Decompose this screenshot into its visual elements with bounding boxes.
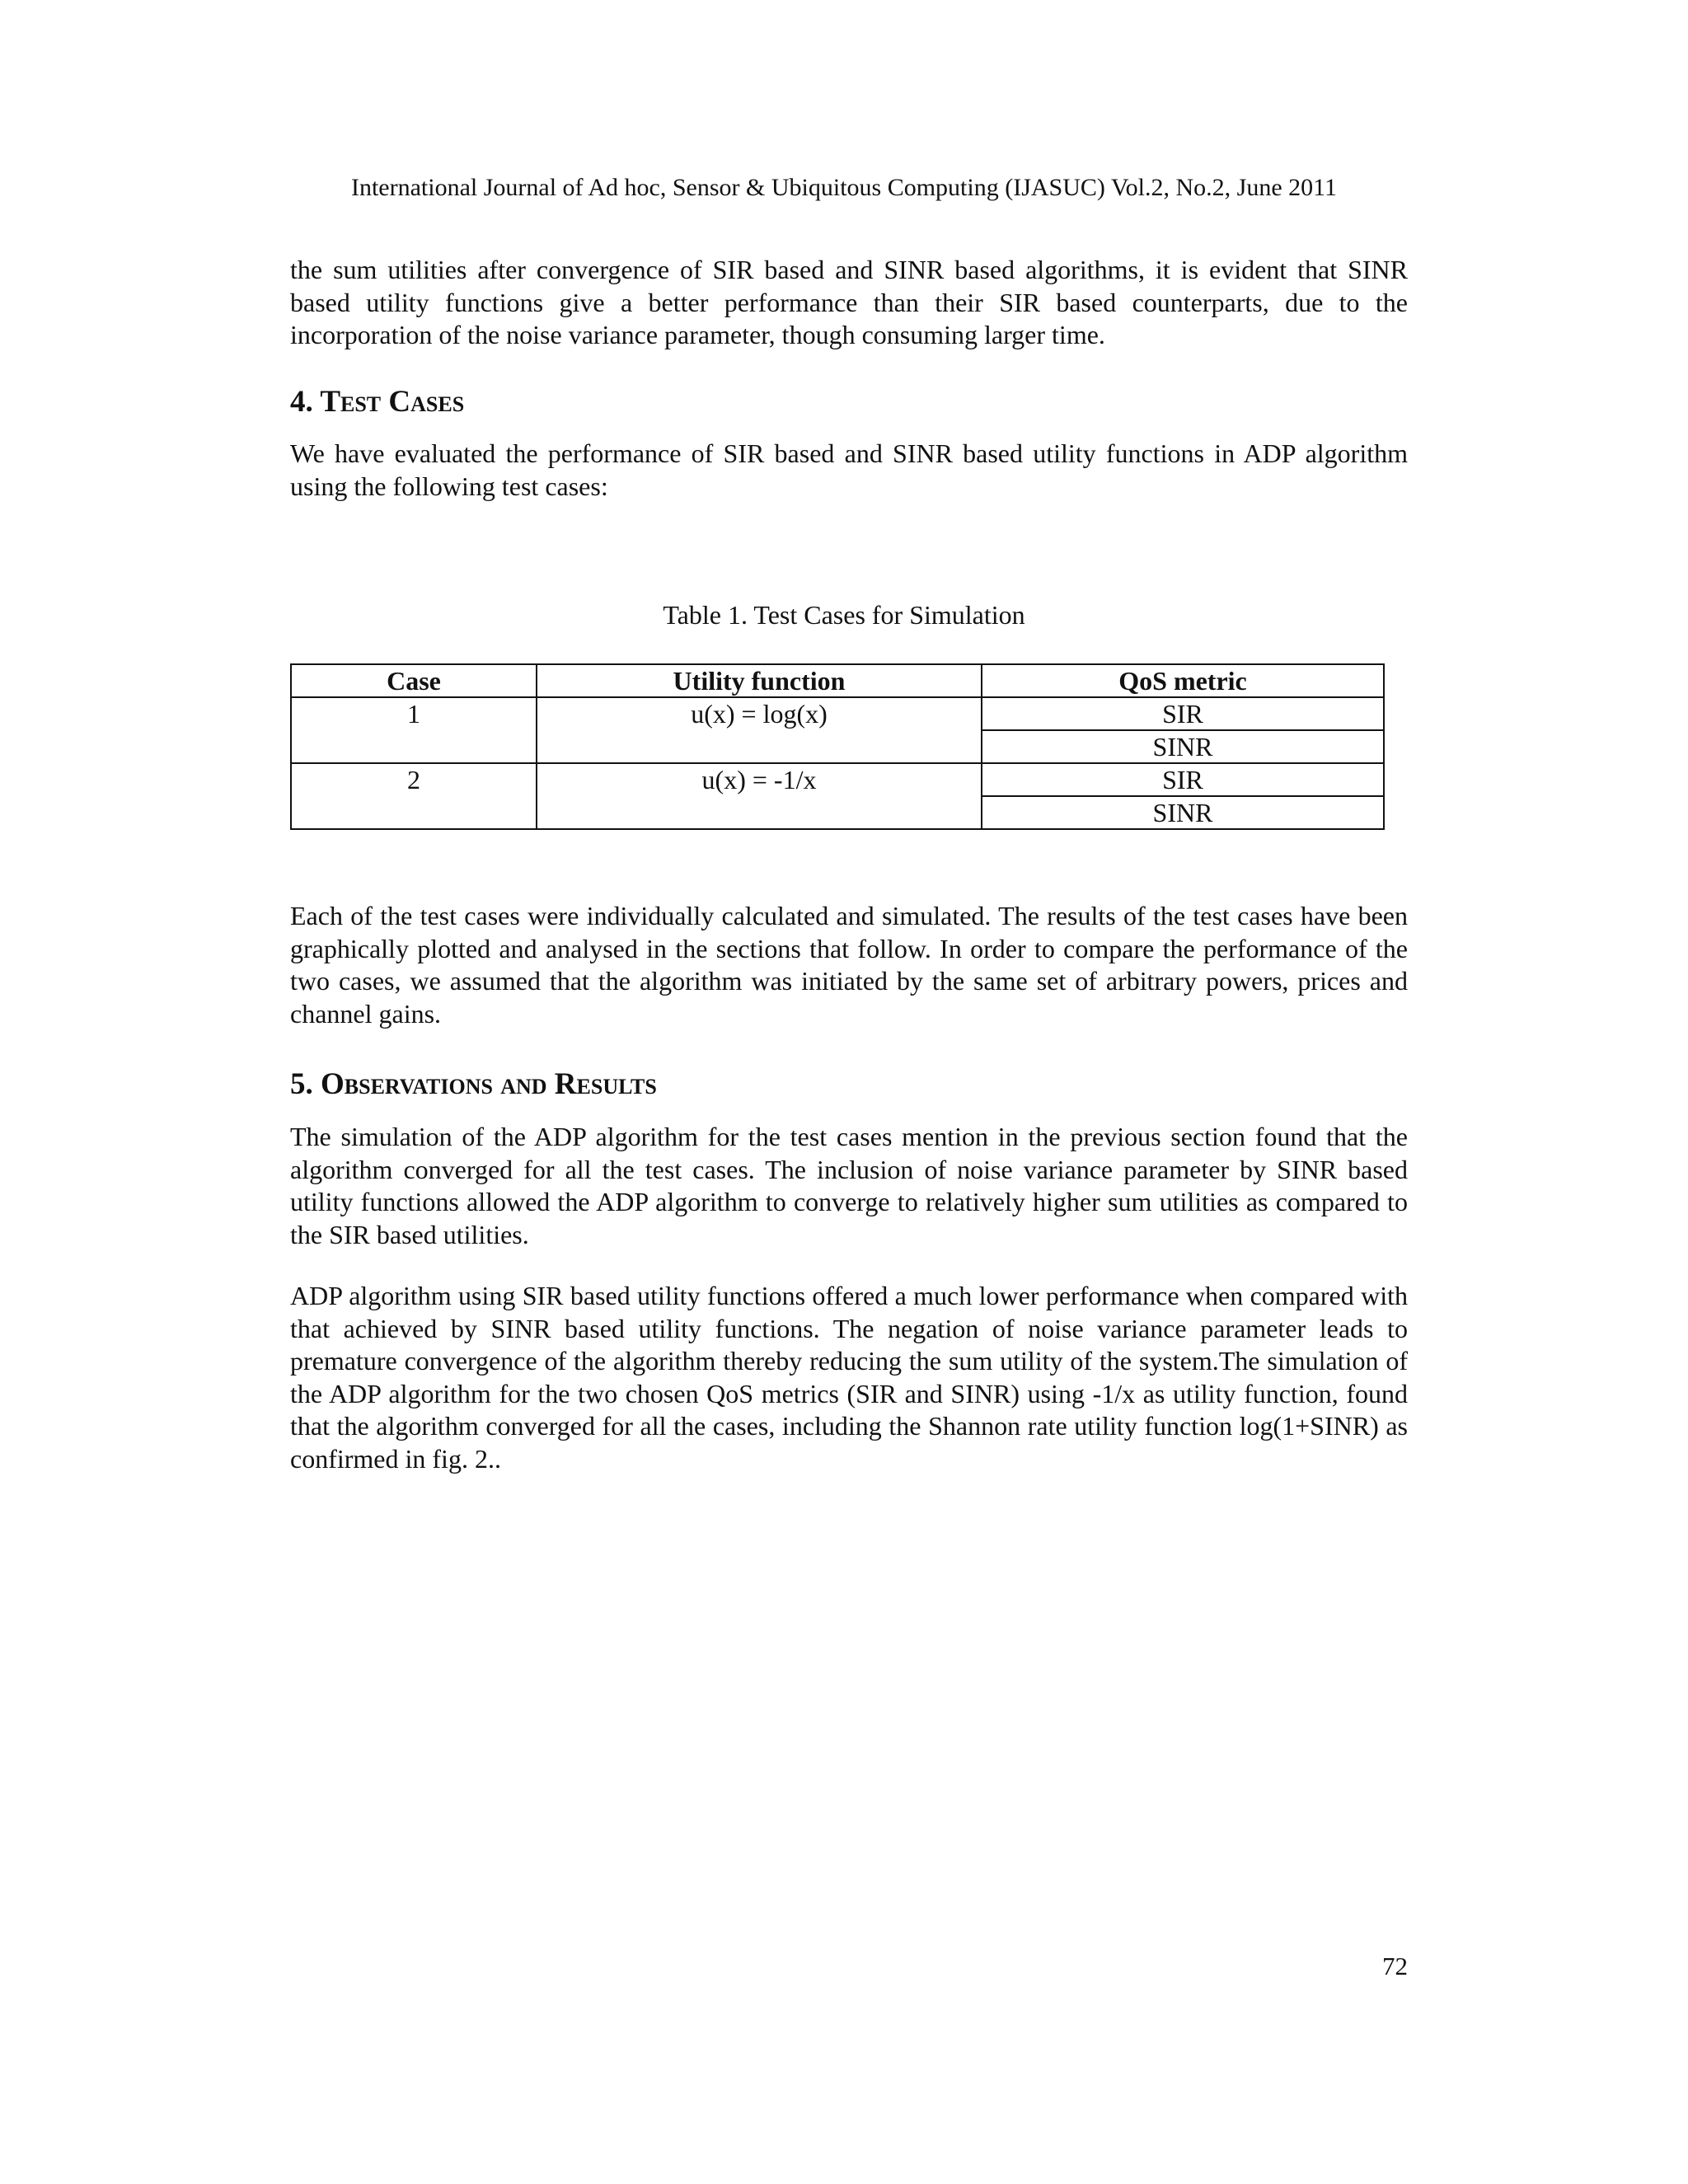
- intro-paragraph-block: [290, 254, 1408, 352]
- page-number: 72: [1382, 1952, 1408, 1980]
- table-caption: Table 1. Test Cases for Simulation: [663, 600, 1025, 630]
- case-cell: 1: [291, 697, 537, 763]
- post-table-paragraph-block: [290, 900, 1408, 1030]
- header-case: Case: [291, 664, 537, 697]
- post-table-paragraph: Each of the test cases were individually calculated and simulated. The results of the test cases have been graphically plotted and analysed in the sections that follow. In order to compare the performance of the two cases, we assumed that the algorithm was initiated by the same set of arbitrary powers, prices and channel gains.: [290, 901, 1408, 1029]
- intro-paragraph: the sum utilities after convergence of SIR based and SINR based algorithms, it is evident that SINR based utility functions give a better performance than their SIR based counterparts, due to the incorporation of the noise variance parameter, though consuming larger time.: [290, 255, 1408, 349]
- section-5-heading: 5. Observations and Results: [290, 1067, 657, 1101]
- table-row: [291, 763, 1384, 796]
- table-header-row: [291, 664, 1384, 697]
- section-4-paragraph: We have evaluated the performance of SIR based and SINR based utility functions in ADP algorithm using the following test cases:: [290, 438, 1408, 501]
- header-utility-function: Utility function: [537, 664, 982, 697]
- section-5: [290, 1066, 1408, 1103]
- section-4: [290, 384, 1408, 420]
- utility-cell: u(x) = -1/x: [537, 763, 982, 829]
- utility-cell: u(x) = log(x): [537, 697, 982, 763]
- section-5-body-2: [290, 1280, 1408, 1475]
- test-cases-table: [290, 663, 1385, 830]
- section-5-paragraph-2: ADP algorithm using SIR based utility functions offered a much lower performance when compared with that achieved by SINR based utility functions. The negation of noise variance parameter leads to premature convergence of the algorithm thereby reducing the sum utility of the system.The simulation of the ADP algorithm for the two chosen QoS metrics (SIR and SINR) using -1/x as utility function, found that the algorithm converged for all the cases, including the Shannon rate utility function log(1+SINR) as confirmed in fig. 2..: [290, 1281, 1408, 1474]
- qos-cell: SINR: [982, 796, 1384, 829]
- section-5-paragraph-1: The simulation of the ADP algorithm for the test cases mention in the previous section found that the algorithm converged for all the test cases. The inclusion of noise variance parameter by SINR based utility functions allowed the ADP algorithm to converge to relatively higher sum utilities as compared to the SIR based utilities.: [290, 1122, 1408, 1249]
- running-header: International Journal of Ad hoc, Sensor & Ubiquitous Computing (IJASUC) Vol.2, No.2, June 2011: [350, 174, 1338, 201]
- qos-cell: SIR: [982, 763, 1384, 796]
- section-4-body: [290, 438, 1408, 503]
- table-row: [291, 697, 1384, 730]
- qos-cell: SINR: [982, 730, 1384, 763]
- qos-cell: SIR: [982, 697, 1384, 730]
- section-5-body-1: [290, 1121, 1408, 1251]
- section-4-heading: 4. Test Cases: [290, 385, 465, 419]
- case-cell: 2: [291, 763, 537, 829]
- header-qos-metric: QoS metric: [982, 664, 1384, 697]
